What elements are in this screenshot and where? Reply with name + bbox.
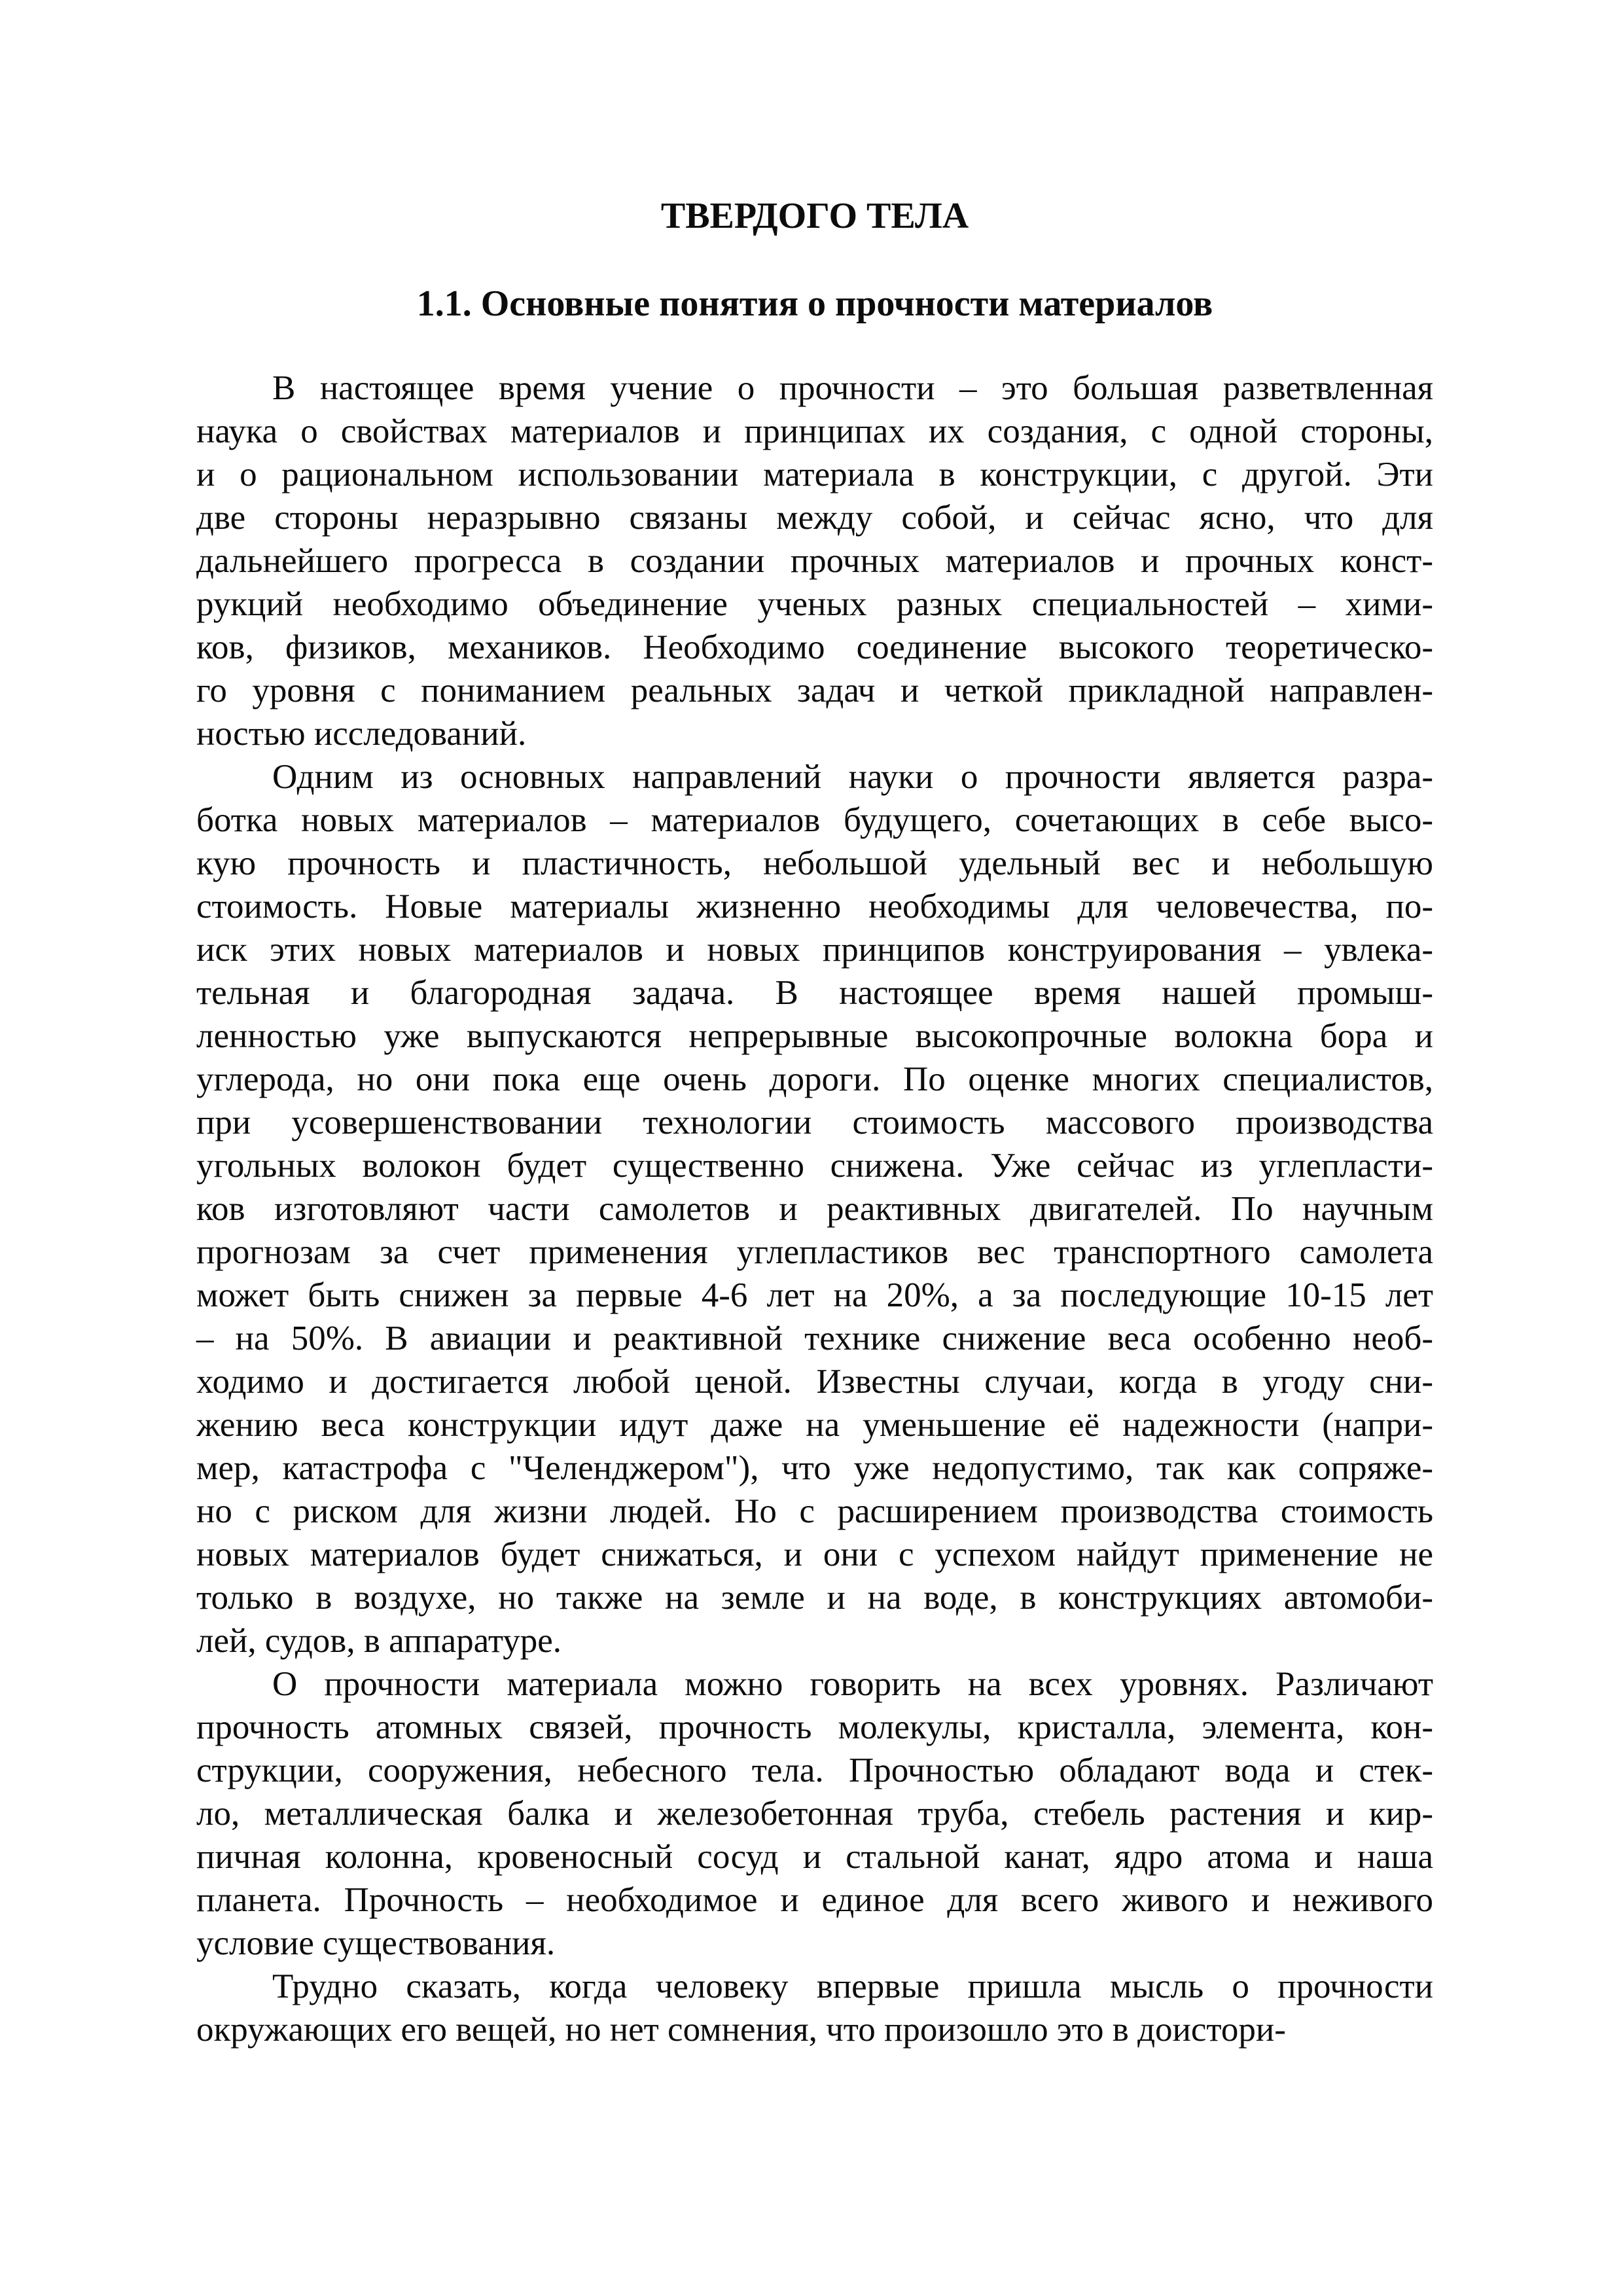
- text-line: В настоящее время учение о прочности – это большая разветвленная: [272, 369, 1433, 407]
- text-line: при усовершенствовании технологии стоимость массового производства: [196, 1103, 1433, 1141]
- text-line: – на 50%. В авиации и реактивной технике снижение веса особенно необ-: [196, 1319, 1433, 1357]
- text-line: ботка новых материалов – материалов будущего, сочетающих в себе высо-: [196, 801, 1433, 839]
- text-line: окружающих его вещей, но нет сомнения, что произошло это в доистори-: [196, 2011, 1286, 2049]
- body-text: [196, 367, 1433, 2051]
- paragraph: [196, 1662, 1433, 1965]
- text-line: только в воздухе, но также на земле и на воде, в конструкциях автомоби-: [196, 1579, 1433, 1617]
- text-line: ленностью уже выпускаются непрерывные высокопрочные волокна бора и: [196, 1017, 1433, 1055]
- text-line: новых материалов будет снижаться, и они с успехом найдут применение не: [196, 1535, 1433, 1573]
- text-line: тельная и благородная задача. В настоящее время нашей промыш-: [196, 974, 1433, 1012]
- text-line: ков изготовляют части самолетов и реактивных двигателей. По научным: [196, 1190, 1433, 1228]
- text-line: рукций необходимо объединение ученых разных специальностей – хими-: [196, 585, 1433, 623]
- text-line: прогнозам за счет применения углепластиков вес транспортного самолета: [196, 1233, 1433, 1271]
- text-line: Трудно сказать, когда человеку впервые пришла мысль о прочности: [272, 1967, 1433, 2005]
- text-line: жению веса конструкции идут даже на уменьшение её надежности (напри-: [196, 1406, 1433, 1444]
- text-line: пичная колонна, кровеносный сосуд и стальной канат, ядро атома и наша: [196, 1838, 1433, 1876]
- text-line: наука о свойствах материалов и принципах их создания, с одной стороны,: [196, 412, 1433, 450]
- text-line: струкции, сооружения, небесного тела. Прочностью обладают вода и стек-: [196, 1751, 1433, 1789]
- chapter-title: ТВЕРДОГО ТЕЛА: [660, 196, 969, 236]
- text-line: О прочности материала можно говорить на всех уровнях. Различают: [272, 1665, 1433, 1703]
- paragraph: [196, 755, 1433, 1662]
- text-line: го уровня с пониманием реальных задач и четкой прикладной направлен-: [196, 672, 1433, 709]
- text-line: ков, физиков, механиков. Необходимо соединение высокого теоретическо-: [196, 628, 1433, 666]
- text-line: условие существования.: [196, 1924, 556, 1962]
- text-line: Одним из основных направлений науки о прочности является разра-: [272, 758, 1433, 796]
- text-line: мер, катастрофа с "Челенджером"), что уже недопустимо, так как сопряже-: [196, 1449, 1433, 1487]
- text-line: углерода, но они пока еще очень дороги. По оценке многих специалистов,: [196, 1060, 1433, 1098]
- text-line: иск этих новых материалов и новых принципов конструирования – увлека-: [196, 931, 1433, 969]
- text-line: ностью исследований.: [196, 715, 527, 753]
- text-line: угольных волокон будет существенно снижена. Уже сейчас из углепласти-: [196, 1147, 1433, 1185]
- text-line: может быть снижен за первые 4-6 лет на 20%, а за последующие 10-15 лет: [196, 1276, 1433, 1314]
- text-line: ходимо и достигается любой ценой. Известны случаи, когда в угоду сни-: [196, 1363, 1433, 1401]
- section-title: 1.1. Основные понятия о прочности материалов: [416, 283, 1213, 324]
- text-line: но с риском для жизни людей. Но с расширением производства стоимость: [196, 1492, 1433, 1530]
- paragraph: [196, 367, 1433, 755]
- text-line: дальнейшего прогресса в создании прочных материалов и прочных конст-: [196, 542, 1433, 580]
- text-line: прочность атомных связей, прочность молекулы, кристалла, элемента, кон-: [196, 1708, 1433, 1746]
- text-line: лей, судов, в аппаратуре.: [196, 1622, 562, 1660]
- text-line: ло, металлическая балка и железобетонная труба, стебель растения и кир-: [196, 1795, 1433, 1833]
- text-line: две стороны неразрывно связаны между собой, и сейчас ясно, что для: [196, 499, 1433, 537]
- text-line: планета. Прочность – необходимое и единое для всего живого и неживого: [196, 1881, 1433, 1919]
- text-line: стоимость. Новые материалы жизненно необходимы для человечества, по-: [196, 888, 1433, 925]
- paragraph: [196, 1965, 1433, 2051]
- text-line: и о рациональном использовании материала в конструкции, с другой. Эти: [196, 456, 1433, 493]
- text-line: кую прочность и пластичность, небольшой удельный вес и небольшую: [196, 844, 1433, 882]
